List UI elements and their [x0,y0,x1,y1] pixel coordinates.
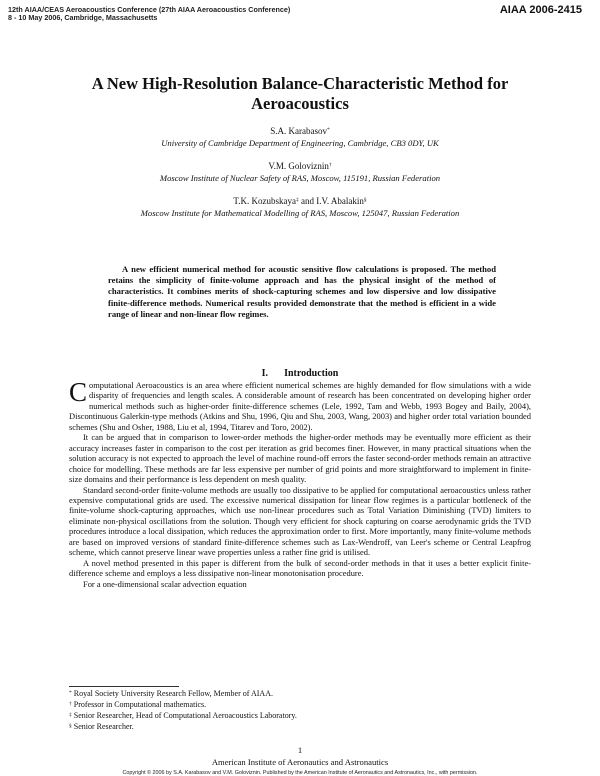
author-name: V.M. Goloviznin [268,161,329,171]
paragraph-2: It can be argued that in comparison to lower-order methods the higher-order methods may be eventually more efficient as their accuracy increases faster in comparison to the cost per iteration as grid becomes finer. However, in many practical situations when the solution accuracy is not expected to approach the level of machine round-off errors the faster second-order methods remain an attractive choice for modelling. These methods are far less expensive per number of grid points and more straightforward to implement in finite-size domains and their performance is less dependent on mesh quality. [69,432,531,485]
footnote-mark: § [69,723,72,729]
affiliation-moscow-modelling: Moscow Institute for Mathematical Modelling of RAS, Moscow, 125047, Russian Federation [140,208,460,218]
footnote-text: Senior Researcher, Head of Computational Aeroacoustics Laboratory. [73,711,297,720]
title-line-2: Aeroacoustics [251,93,349,113]
footnote-mark: * [69,690,72,696]
paragraph-1 [69,377,531,432]
footnote-text: Senior Researcher. [73,722,134,731]
author-name: I.V. Abalakin [316,196,364,206]
publisher-name: American Institute of Aeronautics and Astronautics [211,757,389,767]
author-goloviznin [40,161,560,172]
title-line-1: A New High-Resolution Balance-Characteristic Method for [91,74,509,93]
conference-header [8,6,408,23]
author-name: T.K. Kozubskaya [233,196,296,206]
footnote-marker: * [327,127,330,133]
paragraph-1-text: omputational Aeroacoustics is an area where efficient numerical schemes are highly demanded for flow simulations with a wide disparity of frequencies and length scales. A considerable amount of research has been concentrated on developing higher order numerical methods such as higher-order finite-difference schemes (Lele, 1992, Tam and Webb, 1993 Bogey and Baily, 2004), Discontinuous Galerkin-type methods (Atkins and Shu, 1996, Qiu and Shu, 2003, Wang, 2003) and higher order total variation bounded schemes (Shu and Osher, 1988, Liu et al, 1994, Titarev and Toro, 2002). [69,380,531,432]
footnote-divider [69,686,179,687]
paper-id: AIAA 2006-2415 [499,4,582,16]
conference-name: 12th AIAA/CEAS Aeroacoustics Conference (27th AIAA Aeroacoustics Conference) [8,5,291,14]
footnote-marker: § [363,197,367,203]
author-kozubskaya-abalakin [40,196,560,207]
footnote-marker: ‡ [295,197,299,203]
paragraph-4: A novel method presented in this paper is different from the bulk of second-order methods in that it uses a better explicit finite-difference scheme and employs a less dissipative non-linear monotonisation procedure. [69,557,531,579]
author-name: S.A. Karabasov [270,126,327,136]
footnote-1 [69,689,489,699]
abstract: A new efficient numerical method for acoustic sensitive flow calculations is proposed. The method retains the simplicity of finite-volume approach and has the physical insight of the method of characteristics. It combines merits of shock-capturing schemes and low dispersive and low dissipative finite-difference methods. Numerical results provided demonstrate that the method is efficient in a wide range of linear and non-linear flow regimes. [108,264,496,319]
drop-cap: C [69,377,88,407]
paragraph-5: For a one-dimensional scalar advection equation [83,578,247,589]
footnote-2 [69,700,489,710]
footnote-mark: ‡ [69,712,72,718]
affiliation-cambridge: University of Cambridge Department of Engineering, Cambridge, CB3 0DY, UK [161,138,439,148]
section-heading-introduction [60,368,540,379]
footnote-text: Professor in Computational mathematics. [73,700,207,709]
introduction-body [69,377,531,589]
section-title: Introduction [284,368,339,379]
footnote-3 [69,711,489,721]
author-karabasov [40,126,560,137]
paper-title [40,74,560,113]
footnote-text: Royal Society University Research Fellow, Member of AIAA. [73,689,273,698]
affiliation-moscow-nuclear: Moscow Institute of Nuclear Safety of RAS, Moscow, 115191, Russian Federation [159,173,441,183]
paragraph-3: Standard second-order finite-volume methods are usually too dissipative to be applied for computational aeroacoustics unless rather expensive computational grids are used. The excessive numerical dissipation for linear flow regimes is a particular bottleneck of the finite-volume shock-capturing approaches, which use non-linear procedures such as Total Variation Diminishing (TVD) limiters to eliminate non-physical oscillations from the solution. Though very efficient for shock capturing on coarse aerodynamic grids the TVD procedures introduce a local dissipation, which reduces the approximation order to first. More importantly, many finite-volume methods are based on improved versions of standard finite-difference schemes such as Lax-Wendroff, van Leer's scheme or Central Leapfrog scheme, which cannot preserve linear wave properties unless a rather fine grid is utilised. [69,484,531,558]
copyright-notice: Copyright © 2006 by S.A. Karabasov and V.M. Goloviznin. Published by the American Institute of Aeronautics and Astronautics, Inc., with permission. [122,770,478,776]
footnote-4 [69,722,489,732]
footnote-mark: † [69,701,72,707]
conference-date-location: 8 - 10 May 2006, Cambridge, Massachusetts [8,13,158,23]
footnote-marker: † [328,162,332,168]
section-number: I. [261,368,269,379]
author-joiner: and [298,196,317,206]
page-number: 1 [297,745,303,755]
